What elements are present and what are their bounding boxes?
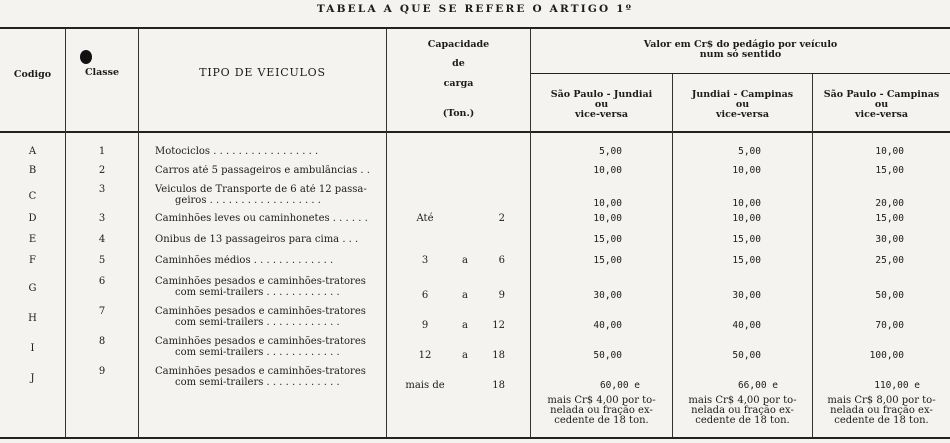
header-route-1-vv: vice-versa	[575, 109, 628, 120]
row-cap-from: 3	[421, 255, 429, 266]
row-cap-sep: a	[462, 290, 468, 301]
table-title: TABELA A QUE SE REFERE O ARTIGO 1º	[316, 3, 634, 15]
extra-note-3-line-2: nelada ou fração ex-	[830, 405, 933, 416]
row-value-route-2: 10,00	[732, 198, 761, 209]
row-value-route-3: 15,00	[875, 213, 904, 224]
row-value-route-1: 10,00	[593, 213, 622, 224]
header-route-3: São Paulo - Campinas	[823, 89, 940, 100]
header-bottom-rule	[0, 131, 950, 133]
row-value-route-3: 50,00	[875, 290, 904, 301]
row-code: B	[28, 165, 37, 176]
header-classe: Classe	[84, 67, 120, 78]
col-rule-6	[812, 74, 813, 437]
row-value-route-1: 30,00	[593, 290, 622, 301]
extra-note-1	[531, 396, 672, 426]
row-tipo: Carros até 5 passageiros e ambulâncias . .	[155, 165, 370, 176]
row-value-route-2: 30,00	[732, 290, 761, 301]
row-classe: 5	[98, 255, 106, 266]
extra-note-1-line-1: mais Cr$ 4,00 por to-	[547, 395, 656, 406]
row-classe: 2	[98, 165, 106, 176]
header-route-3-vv: vice-versa	[855, 109, 908, 120]
header-route-1-ou: ou	[594, 99, 609, 110]
header-route-3-ou: ou	[874, 99, 889, 110]
row-tipo: Caminhões leves ou caminhonetes . . . . . .	[155, 213, 368, 224]
row-cap-from: mais de	[405, 380, 445, 391]
row-cap-to: 9	[498, 290, 505, 301]
row-value-route-3: 100,00	[869, 350, 904, 361]
row-classe: 3	[98, 213, 106, 224]
row-value-route-3: 10,00	[875, 146, 904, 157]
row-value-route-1: 40,00	[593, 320, 622, 331]
row-cap-from: 12	[418, 350, 432, 361]
row-value-route-3: 20,00	[875, 198, 904, 209]
header-route-1: São Paulo - Jundiai	[550, 89, 653, 100]
header-valor-sentido: num só sentido	[699, 49, 782, 60]
row-classe: 1	[98, 146, 106, 157]
row-tipo: Caminhões pesados e caminhões-tratores	[155, 276, 366, 287]
row-value-route-3: 70,00	[875, 320, 904, 331]
row-cap-to: 2	[498, 213, 505, 224]
row-value-route-1: 10,00	[593, 198, 622, 209]
header-route-2-ou: ou	[735, 99, 750, 110]
col-rule-5	[672, 74, 673, 437]
row-code: C	[28, 191, 37, 202]
header-tipo: TIPO DE VEICULOS	[199, 66, 326, 79]
extra-note-3	[813, 396, 950, 426]
header-valor: Valor em Cr$ do pedágio por veículo	[643, 39, 838, 50]
header-capacidade-de: de	[452, 58, 465, 69]
row-value-route-2: 10,00	[732, 213, 761, 224]
header-codigo: Codigo	[13, 69, 52, 80]
top-rule	[0, 27, 950, 29]
row-classe: 8	[98, 336, 106, 347]
extra-note-2-line-3: cedente de 18 ton.	[695, 415, 790, 426]
row-tipo: Caminhões médios . . . . . . . . . . . . .	[155, 255, 334, 266]
row-code: E	[28, 234, 37, 245]
row-classe: 3	[98, 184, 106, 195]
row-tipo: Caminhões pesados e caminhões-tratores	[155, 306, 366, 317]
ink-blot	[80, 50, 92, 64]
row-value-route-1: 50,00	[593, 350, 622, 361]
row-tipo: Veiculos de Transporte de 6 até 12 passa-	[155, 184, 367, 195]
row-value-route-1: 60,00 e	[599, 380, 640, 391]
row-value-route-3: 30,00	[875, 234, 904, 245]
row-tipo: com semi-trailers . . . . . . . . . . . .	[175, 377, 340, 388]
extra-note-2	[673, 396, 812, 426]
header-route-2-vv: vice-versa	[716, 109, 769, 120]
row-tipo: com semi-trailers . . . . . . . . . . . .	[175, 287, 340, 298]
row-tipo: Caminhões pesados e caminhões-tratores	[155, 366, 366, 377]
header-capacidade: Capacidade	[427, 39, 490, 50]
row-cap-sep: a	[462, 320, 468, 331]
row-cap-from: 9	[421, 320, 429, 331]
row-value-route-2: 50,00	[732, 350, 761, 361]
row-value-route-3: 110,00 e	[874, 380, 920, 391]
row-code: A	[28, 146, 37, 157]
row-value-route-2: 15,00	[732, 234, 761, 245]
extra-note-2-line-1: mais Cr$ 4,00 por to-	[688, 395, 797, 406]
extra-note-2-line-2: nelada ou fração ex-	[691, 405, 794, 416]
valor-subrule	[530, 73, 950, 74]
col-rule-2	[138, 29, 139, 437]
row-code: I	[30, 343, 35, 354]
row-code: H	[28, 313, 37, 324]
row-classe: 9	[98, 366, 106, 377]
row-cap-from: 6	[421, 290, 429, 301]
row-cap-sep: a	[462, 350, 468, 361]
row-value-route-1: 15,00	[593, 234, 622, 245]
row-value-route-2: 66,00 e	[737, 380, 778, 391]
row-tipo: com semi-trailers . . . . . . . . . . . .	[175, 347, 340, 358]
row-classe: 4	[98, 234, 106, 245]
row-code: D	[28, 213, 37, 224]
extra-note-3-line-1: mais Cr$ 8,00 por to-	[827, 395, 936, 406]
row-value-route-1: 15,00	[593, 255, 622, 266]
header-capacidade-carga: carga	[443, 78, 474, 89]
row-cap-sep: a	[462, 255, 468, 266]
col-rule-3	[386, 29, 387, 437]
row-value-route-3: 15,00	[875, 165, 904, 176]
row-value-route-2: 5,00	[738, 146, 761, 157]
row-classe: 6	[98, 276, 106, 287]
row-tipo: com semi-trailers . . . . . . . . . . . .	[175, 317, 340, 328]
extra-note-1-line-2: nelada ou fração ex-	[550, 405, 653, 416]
row-cap-to: 18	[492, 350, 505, 361]
row-cap-to: 18	[492, 380, 505, 391]
row-tipo: Motociclos . . . . . . . . . . . . . . . . .	[155, 146, 319, 157]
row-tipo: Caminhões pesados e caminhões-tratores	[155, 336, 366, 347]
row-value-route-2: 15,00	[732, 255, 761, 266]
row-value-route-1: 10,00	[593, 165, 622, 176]
bottom-rule	[0, 437, 950, 439]
row-classe: 7	[98, 306, 106, 317]
row-code: F	[29, 255, 36, 266]
row-value-route-2: 40,00	[732, 320, 761, 331]
extra-note-3-line-3: cedente de 18 ton.	[834, 415, 929, 426]
row-code: G	[28, 283, 37, 294]
header-capacidade-ton: (Ton.)	[442, 108, 475, 119]
row-value-route-1: 5,00	[599, 146, 622, 157]
row-code: J	[30, 373, 35, 384]
row-cap-to: 12	[492, 320, 505, 331]
row-tipo: geiros . . . . . . . . . . . . . . . . . .	[175, 195, 321, 206]
row-value-route-2: 10,00	[732, 165, 761, 176]
row-cap-to: 6	[498, 255, 505, 266]
row-tipo: Ônibus de 13 passageiros para cima . . .	[155, 234, 359, 245]
header-route-2: Jundiai - Campinas	[691, 89, 794, 100]
row-value-route-3: 25,00	[875, 255, 904, 266]
extra-note-1-line-3: cedente de 18 ton.	[554, 415, 649, 426]
row-cap-from: Até	[416, 213, 434, 224]
